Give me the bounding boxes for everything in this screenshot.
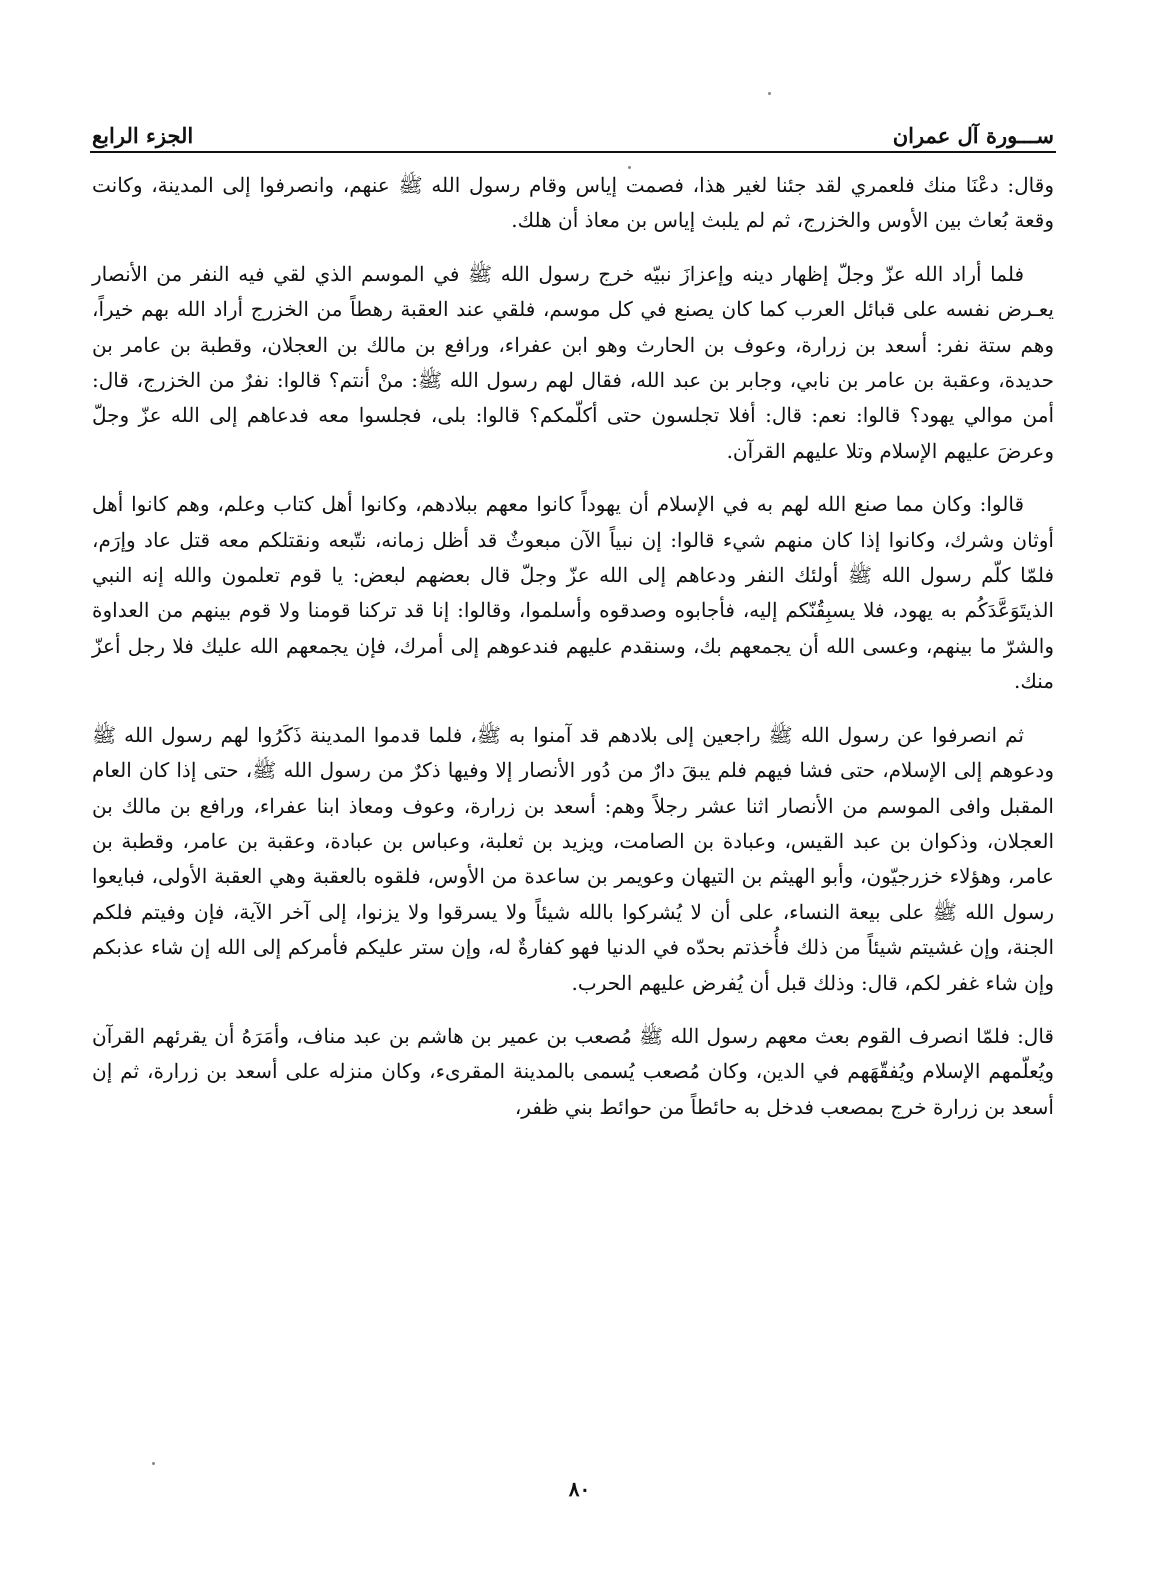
header-surah-title: ســـورة آل عمران <box>892 123 1054 148</box>
paragraph-4: ثم انصرفوا عن رسول الله ﷺ راجعين إلى بلادهم قد آمنوا به ﷺ، فلما قدموا المدينة ذَكَرُوا لهم رسول الله ﷺ ودعوهم إلى الإسلام، حتى فشا فيهم فلم يبقَ دارٌ من دُور الأنصار إلا وفيها ذكرٌ من رسول الله ﷺ، حتى إذا كان العام المقبل وافى الموسم من الأنصار اثنا عشر رجلاً وهم: أسعد بن زرارة، وعوف ومعاذ ابنا عفراء، ورافع بن مالك بن العجلان، وذكوان بن عبد القيس، وعبادة بن الصامت، ويزيد بن ثعلبة، وعباس بن عبادة، وعقبة بن عامر، وقطبة بن عامر، وهؤلاء خزرجيّون، وأبو الهيثم بن التيهان وعويمر بن ساعدة من الأوس، فلقوه بالعقبة وهي العقبة الأولى، فبايعوا رسول الله ﷺ على بيعة النساء، على أن لا يُشركوا بالله شيئاً ولا يسرقوا ولا يزنوا، إلى آخر الآية، فإن وفيتم فلكم الجنة، وإن غشيتم شيئاً من ذلك فأُخذتم بحدّه في الدنيا فهو كفارةٌ له، وإن ستر عليكم فأمركم إلى الله إن شاء عذبكم وإن شاء غفر لكم، قال: وذلك قبل أن يُفرض عليهم الحرب. <box>92 722 1055 995</box>
paragraph-5: قال: فلمّا انصرف القوم بعث معهم رسول الله ﷺ مُصعب بن عمير بن هاشم بن عبد مناف، وأمَرَهُ أن يقرئهم القرآن ويُعلّمهم الإسلام ويُفقّهَهم في الدين، وكان مُصعب يُسمى بالمدينة المقرىء، وكان منزله على أسعد بن زرارة، ثم إن أسعد بن زرارة خرج بمصعب فدخل به حائطاً من حوائط بني ظفر، <box>92 1023 1054 1119</box>
paragraph-2: فلما أراد الله عزّ وجلّ إظهار دينه وإعزازَ نبيّه خرج رسول الله ﷺ في الموسم الذي لقي فيه النفر من الأنصار يعـرض نفسه على قبائل العرب كما كان يصنع في كل موسم، فلقي عند العقبة رهطاً من الخزرج أراد الله بهم خيراً، وهم ستة نفر: أسعد بن زرارة، وعوف بن الحارث وهو ابن عفراء، ورافع بن مالك بن العجلان، وقطبة بن عامر بن حديدة، وعقبة بن عامر بن نابي، وجابر بن عبد الله، فقال لهم رسول الله ﷺ: منْ أنتم؟ قالوا: نفرٌ من الخزرج، قال: أمن موالي يهود؟ قالوا: نعم: قال: أفلا تجلسون حتى أكلّمكم؟ قالوا: بلى، فجلسوا معه فدعاهم إلى الله عزّ وجلّ وعرضَ عليهم الإسلام وتلا عليهم القرآن. <box>92 261 1054 463</box>
paragraph-1: وقال: دعْنَا منك فلعمري لقد جئنا لغير هذا، فصمت إياس وقام رسول الله ﷺ عنهم، وانصرفوا إلى المدينة، وكانت وقعة بُعاث بين الأوس والخزرج، ثم لم يلبث إياس بن معاذ أن هلك. <box>92 173 1054 233</box>
scan-speck <box>768 92 771 95</box>
body-text <box>92 168 1054 1143</box>
scan-speck <box>152 1462 155 1465</box>
scan-speck <box>628 166 631 169</box>
paragraph-3: قالوا: وكان مما صنع الله لهم به في الإسلام أن يهوداً كانوا معهم ببلادهم، وكانوا أهل كتاب وعلم، وهم كانوا أهل أوثان وشرك، وكانوا إذا كان منهم شيء قالوا: إن نبياً الآن مبعوثٌ قد أظل زمانه، نتّبعه ونقتلكم معه قتل عاد وإرَم، فلمّا كلّم رسول الله ﷺ أولئك النفر ودعاهم إلى الله عزّ وجلّ قال بعضهم لبعض: يا قوم تعلمون والله إنه النبي الذيتَوَعَّدَكُم به يهود، فلا يسبِقُنّكم إليه، فأجابوه وصدقوه وأسلموا، وقالوا: إنا قد تركنا قومنا ولا قوم بينهم من العداوة والشرّ ما بينهم، وعسى الله أن يجمعهم بك، وسنقدم عليهم فندعوهم إلى أمرك، فإن يجمعهم الله عليك فلا رجل أعزّ منك. <box>92 492 1054 694</box>
header-part-title: الجزء الرابع <box>92 123 194 148</box>
header-rule <box>90 151 1056 153</box>
page-number: ٨٠ <box>568 1477 591 1501</box>
running-header <box>92 108 1054 148</box>
